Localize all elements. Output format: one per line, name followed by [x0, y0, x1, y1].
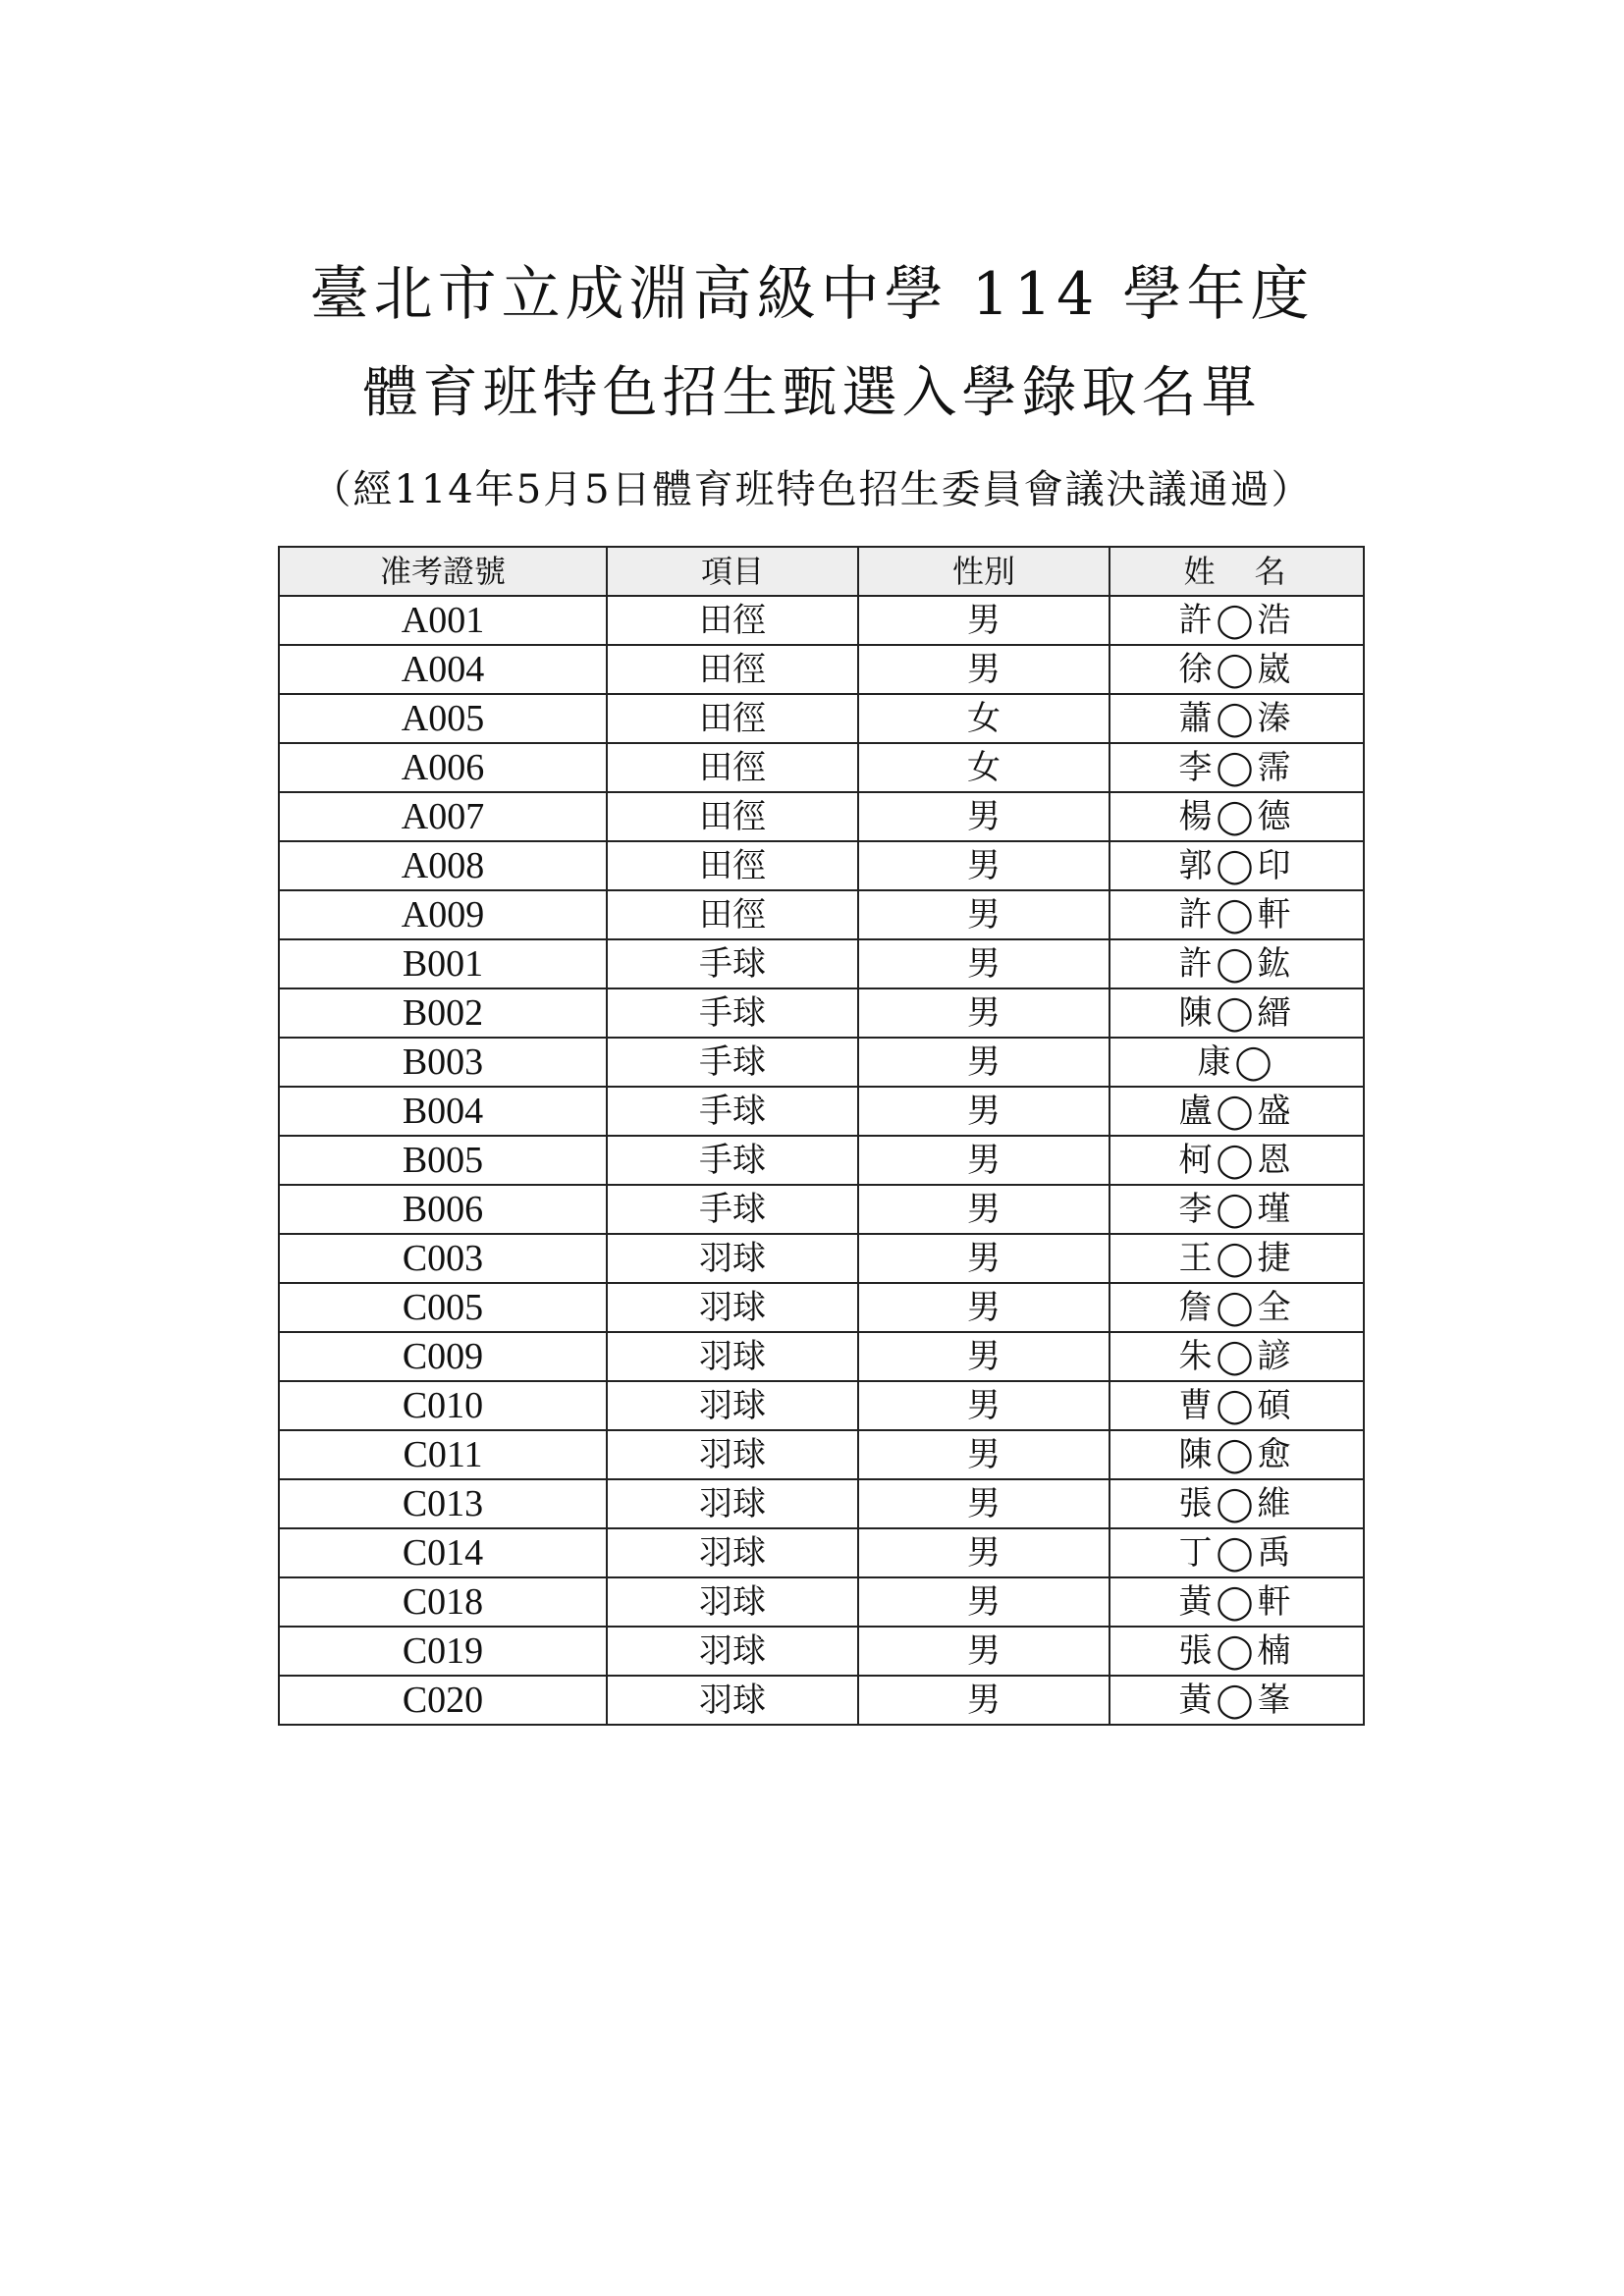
item-cell: 手球 — [607, 1185, 858, 1234]
exam-id-cell: C009 — [279, 1332, 607, 1381]
name-cell: 盧◯盛 — [1110, 1087, 1364, 1136]
table-row — [279, 694, 1364, 743]
item-cell: 手球 — [607, 1087, 858, 1136]
name-cell: 張◯維 — [1110, 1479, 1364, 1528]
item-cell: 羽球 — [607, 1577, 858, 1627]
exam-id-cell: C019 — [279, 1627, 607, 1676]
exam-id-cell: B003 — [279, 1038, 607, 1087]
gender-cell: 男 — [858, 841, 1110, 890]
name-cell: 黃◯軒 — [1110, 1577, 1364, 1627]
gender-cell: 男 — [858, 1577, 1110, 1627]
name-cell: 許◯浩 — [1110, 596, 1364, 645]
name-cell: 柯◯恩 — [1110, 1136, 1364, 1185]
item-cell: 手球 — [607, 1038, 858, 1087]
page-subtitle: 體育班特色招生甄選入學錄取名單 — [362, 361, 1262, 425]
name-cell: 黃◯峯 — [1110, 1676, 1364, 1725]
exam-id-cell: C013 — [279, 1479, 607, 1528]
gender-cell: 男 — [858, 1234, 1110, 1283]
gender-cell: 男 — [858, 1381, 1110, 1430]
table-row — [279, 1577, 1364, 1627]
gender-cell: 男 — [858, 988, 1110, 1038]
table-row — [279, 1430, 1364, 1479]
gender-cell: 男 — [858, 1087, 1110, 1136]
item-cell: 田徑 — [607, 694, 858, 743]
exam-id-cell: C018 — [279, 1577, 607, 1627]
item-cell: 手球 — [607, 1136, 858, 1185]
name-cell: 丁◯禹 — [1110, 1528, 1364, 1577]
table-row — [279, 1627, 1364, 1676]
page-title: 臺北市立成淵高級中學 114 學年度 — [309, 260, 1315, 329]
gender-cell: 男 — [858, 1528, 1110, 1577]
exam-id-cell: A009 — [279, 890, 607, 939]
gender-cell: 男 — [858, 792, 1110, 841]
table-row — [279, 841, 1364, 890]
name-cell: 徐◯崴 — [1110, 645, 1364, 694]
approval-note: （經114年5月5日體育班特色招生委員會議決議通過） — [311, 467, 1313, 512]
gender-cell: 男 — [858, 890, 1110, 939]
table-row — [279, 1528, 1364, 1577]
table-row — [279, 1332, 1364, 1381]
table-row — [279, 890, 1364, 939]
exam-id-cell: C011 — [279, 1430, 607, 1479]
exam-id-cell: C010 — [279, 1381, 607, 1430]
gender-cell: 男 — [858, 939, 1110, 988]
exam-id-cell: A007 — [279, 792, 607, 841]
item-cell: 羽球 — [607, 1234, 858, 1283]
name-cell: 詹◯全 — [1110, 1283, 1364, 1332]
item-cell: 手球 — [607, 988, 858, 1038]
gender-cell: 男 — [858, 1038, 1110, 1087]
gender-cell: 男 — [858, 1430, 1110, 1479]
table-row — [279, 1381, 1364, 1430]
table-row — [279, 939, 1364, 988]
name-cell: 張◯楠 — [1110, 1627, 1364, 1676]
name-cell: 王◯捷 — [1110, 1234, 1364, 1283]
gender-cell: 女 — [858, 743, 1110, 792]
table-row — [279, 743, 1364, 792]
exam-id-cell: A005 — [279, 694, 607, 743]
column-header-gender: 性別 — [858, 547, 1110, 596]
gender-cell: 男 — [858, 1283, 1110, 1332]
exam-id-cell: B005 — [279, 1136, 607, 1185]
table-header-row — [279, 547, 1364, 596]
name-cell: 陳◯縉 — [1110, 988, 1364, 1038]
name-cell: 李◯瑾 — [1110, 1185, 1364, 1234]
name-cell: 康◯ — [1110, 1038, 1364, 1087]
name-cell: 郭◯印 — [1110, 841, 1364, 890]
exam-id-cell: C020 — [279, 1676, 607, 1725]
item-cell: 羽球 — [607, 1479, 858, 1528]
exam-id-cell: B006 — [279, 1185, 607, 1234]
gender-cell: 男 — [858, 645, 1110, 694]
item-cell: 羽球 — [607, 1430, 858, 1479]
table-row — [279, 1185, 1364, 1234]
name-cell: 曹◯碩 — [1110, 1381, 1364, 1430]
gender-cell: 男 — [858, 596, 1110, 645]
table-row — [279, 792, 1364, 841]
item-cell: 羽球 — [607, 1332, 858, 1381]
item-cell: 田徑 — [607, 596, 858, 645]
table-row — [279, 1136, 1364, 1185]
name-cell: 李◯霈 — [1110, 743, 1364, 792]
gender-cell: 男 — [858, 1136, 1110, 1185]
name-cell: 許◯軒 — [1110, 890, 1364, 939]
name-cell: 許◯鈜 — [1110, 939, 1364, 988]
table-row — [279, 1234, 1364, 1283]
table-row — [279, 1479, 1364, 1528]
exam-id-cell: A008 — [279, 841, 607, 890]
gender-cell: 男 — [858, 1332, 1110, 1381]
name-cell: 楊◯德 — [1110, 792, 1364, 841]
column-header-item: 項目 — [607, 547, 858, 596]
item-cell: 田徑 — [607, 841, 858, 890]
gender-cell: 女 — [858, 694, 1110, 743]
item-cell: 羽球 — [607, 1528, 858, 1577]
admission-list-table — [278, 546, 1365, 1726]
exam-id-cell: A004 — [279, 645, 607, 694]
table-row — [279, 1676, 1364, 1725]
exam-id-cell: C014 — [279, 1528, 607, 1577]
exam-id-cell: A006 — [279, 743, 607, 792]
name-cell: 蕭◯溱 — [1110, 694, 1364, 743]
table-row — [279, 988, 1364, 1038]
table-row — [279, 1038, 1364, 1087]
table-body — [279, 596, 1364, 1725]
table-row — [279, 596, 1364, 645]
exam-id-cell: A001 — [279, 596, 607, 645]
name-cell: 朱◯諺 — [1110, 1332, 1364, 1381]
column-header-name: 姓 名 — [1110, 547, 1364, 596]
item-cell: 羽球 — [607, 1283, 858, 1332]
gender-cell: 男 — [858, 1676, 1110, 1725]
exam-id-cell: B004 — [279, 1087, 607, 1136]
gender-cell: 男 — [858, 1479, 1110, 1528]
item-cell: 田徑 — [607, 792, 858, 841]
item-cell: 田徑 — [607, 645, 858, 694]
name-cell: 陳◯愈 — [1110, 1430, 1364, 1479]
item-cell: 田徑 — [607, 743, 858, 792]
item-cell: 田徑 — [607, 890, 858, 939]
gender-cell: 男 — [858, 1627, 1110, 1676]
exam-id-cell: B002 — [279, 988, 607, 1038]
item-cell: 羽球 — [607, 1627, 858, 1676]
exam-id-cell: B001 — [279, 939, 607, 988]
table-row — [279, 1283, 1364, 1332]
gender-cell: 男 — [858, 1185, 1110, 1234]
item-cell: 羽球 — [607, 1381, 858, 1430]
table-row — [279, 645, 1364, 694]
exam-id-cell: C003 — [279, 1234, 607, 1283]
table-row — [279, 1087, 1364, 1136]
item-cell: 羽球 — [607, 1676, 858, 1725]
exam-id-cell: C005 — [279, 1283, 607, 1332]
item-cell: 手球 — [607, 939, 858, 988]
column-header-exam-id: 准考證號 — [279, 547, 607, 596]
